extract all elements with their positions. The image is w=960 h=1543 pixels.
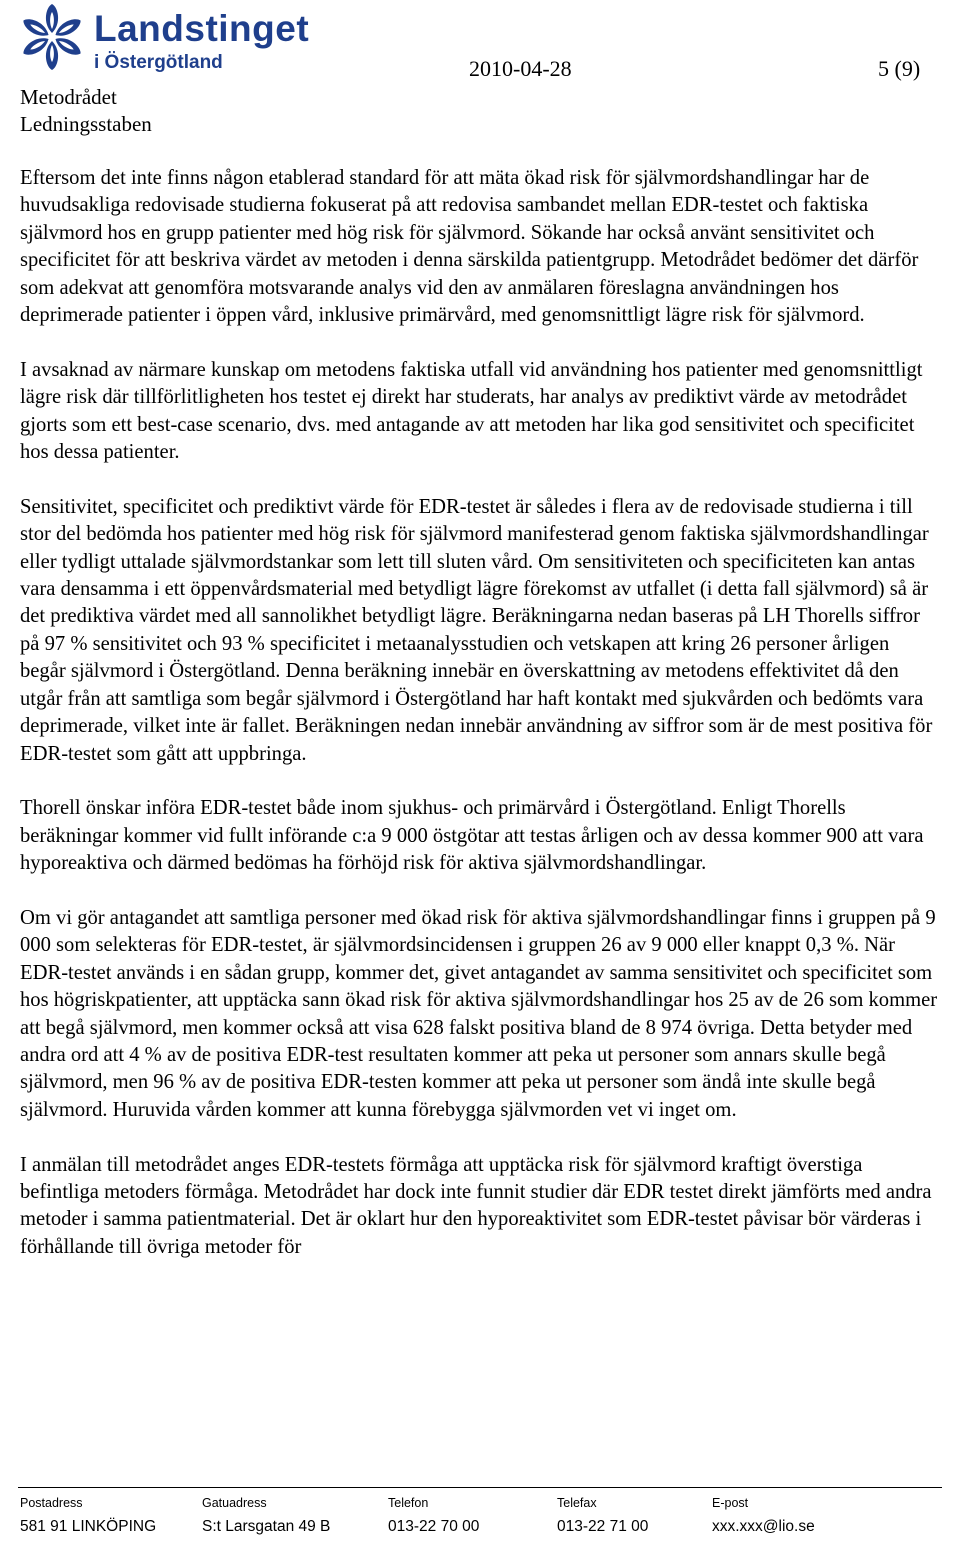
footer-label: Telefax [557,1496,597,1510]
org-name: Metodrådet [20,85,117,109]
footer-value: 013-22 70 00 [388,1518,480,1535]
logo-wordmark: Landstinget [94,8,310,49]
footer-value: xxx.xxx@lio.se [712,1518,815,1535]
footer-value: 013-22 71 00 [557,1518,649,1535]
document-date: 2010-04-28 [469,56,572,81]
org-unit: Ledningsstaben [20,112,152,136]
footer-label: Gatuadress [202,1496,267,1510]
paragraph: Om vi gör antagandet att samtliga personer med ökad risk för aktiva självmordshandlingar finns i gruppen på 9 000 som selekteras för EDR-testet, är självmordsincidensen i gruppen 26 av 9 000 eller knappt 0,3 %. När EDR-testet används i en sådan grupp, kommer det, givet antagandet av samma sensitivitet och specificitet som hos högriskpatienter, att upptäcka sann ökad risk för aktiva självmordshandlingar hos 25 av de 26 som kommer att begå självmord, men kommer också att visa 628 falskt positiva bland de 8 974 övriga. Detta betyder med andra ord att 4 % av de positiva EDR-test resultaten kommer att peka ut personer som annars skulle begå självmord, men 96 % av de positiva EDR-testen kommer att peka ut personer som ändå inte skulle begå självmord. Huruvida vården kommer att kunna förebygga självmorden vet vi inget om. [20,906,938,1121]
footer-telefon [388,1493,479,1537]
paragraph: I anmälan till metodrådet anges EDR-testets förmåga att upptäcka risk för självmord kraftigt överstiga befintliga metoders förmåga. Metodrådet har dock inte funnit studier där EDR testet direkt jämförts med andra metoder i samma patientmaterial. Det är oklart hur den hyporeaktivitet som EDR-testet påvisar bör värderas i förhållande till övriga metoder för [20,1153,932,1258]
page-number: 5 (9) [878,56,921,81]
paragraph: Sensitivitet, specificitet och prediktivt värde för EDR-testet är således i flera av de redovisade studierna i till stor del bedömda hos patienter med hög risk för självmord manifesterad genom faktiska självmordshandlingar eller tydligt uttalade självmordstankar som lett till sluten vård. Om sensitiviteten och specificiteten kan antas vara densamma i ett öppenvårdsmaterial med betydligt lägre förekomst av utfallet (i detta fall självmord) så är det prediktiva värdet med all sannolikhet betydligt lägre. Beräkningarna nedan baseras på LH Thorells siffror på 97 % sensitivitet och 93 % specificitet i metaanalysstudien och vetskapen att kring 26 personer årligen begår självmord i Östergötland. Denna beräkning innebär en överskattning av metodens effektivitet då den utgår från att samtliga som begår självmord i Östergötland har haft kontakt med sjukvården och bedömts vara deprimerade, vilket inte är fallet. Beräkningen nedan innebär användning av siffror som är de mest positiva för EDR-testet som gått att uppbringa. [20,495,933,765]
landstinget-logo [18,2,318,76]
landstinget-flower-icon [18,2,86,72]
header-organization [20,84,152,138]
footer-telefax [557,1493,648,1537]
footer-postadress [20,1493,156,1537]
document-body [20,165,940,1289]
footer-gatuadress [202,1493,330,1537]
paragraph: Thorell önskar införa EDR-testet både inom sjukhus- och primärvård i Östergötland. Enligt Thorells beräkningar kommer vid fullt införande c:a 9 000 östgötar att testas årligen och av dessa kommer 900 att vara hyporeaktiva och därmed bedömas ha förhöjd risk för aktiva självmordshandlingar. [20,797,924,875]
paragraph: I avsaknad av närmare kunskap om metodens faktiska utfall vid användning hos patienter med genomsnittligt lägre risk där tillförlitligheten hos testet ej direkt har studerats, har analys av prediktivt värde av metodrådet gjorts som ett best-case scenario, dvs. med antagande av att metoden har lika god sensitivitet och specificitet hos dessa patienter. [20,358,923,464]
footer-epost [712,1493,815,1537]
footer-divider [18,1487,942,1488]
footer-label: E-post [712,1496,749,1510]
footer-label: Telefon [388,1496,429,1510]
footer-value: S:t Larsgatan 49 B [202,1518,331,1535]
footer-label: Postadress [20,1496,83,1510]
logo-subtitle: i Östergötland [94,52,223,73]
footer-value: 581 91 LINKÖPING [20,1518,157,1535]
paragraph: Eftersom det inte finns någon etablerad standard för att mäta ökad risk för självmordshandlingar har de huvudsakliga redovisade studierna fokuserat på att redovisa sambandet mellan EDR-testet och faktiska självmord hos en grupp patienter med hög risk för självmord. Sökande har också använt sensitivitet och specificitet för att beskriva värdet av metoden i denna särskilda patientgrupp. Metodrådet bedömer det därför som adekvat att genomföra motsvarande analys vid den av anmälaren föreslagna användningen hos deprimerade patienter i öppen vård, inklusive primärvård, med genomsnittligt lägre risk för självmord. [20,167,919,327]
